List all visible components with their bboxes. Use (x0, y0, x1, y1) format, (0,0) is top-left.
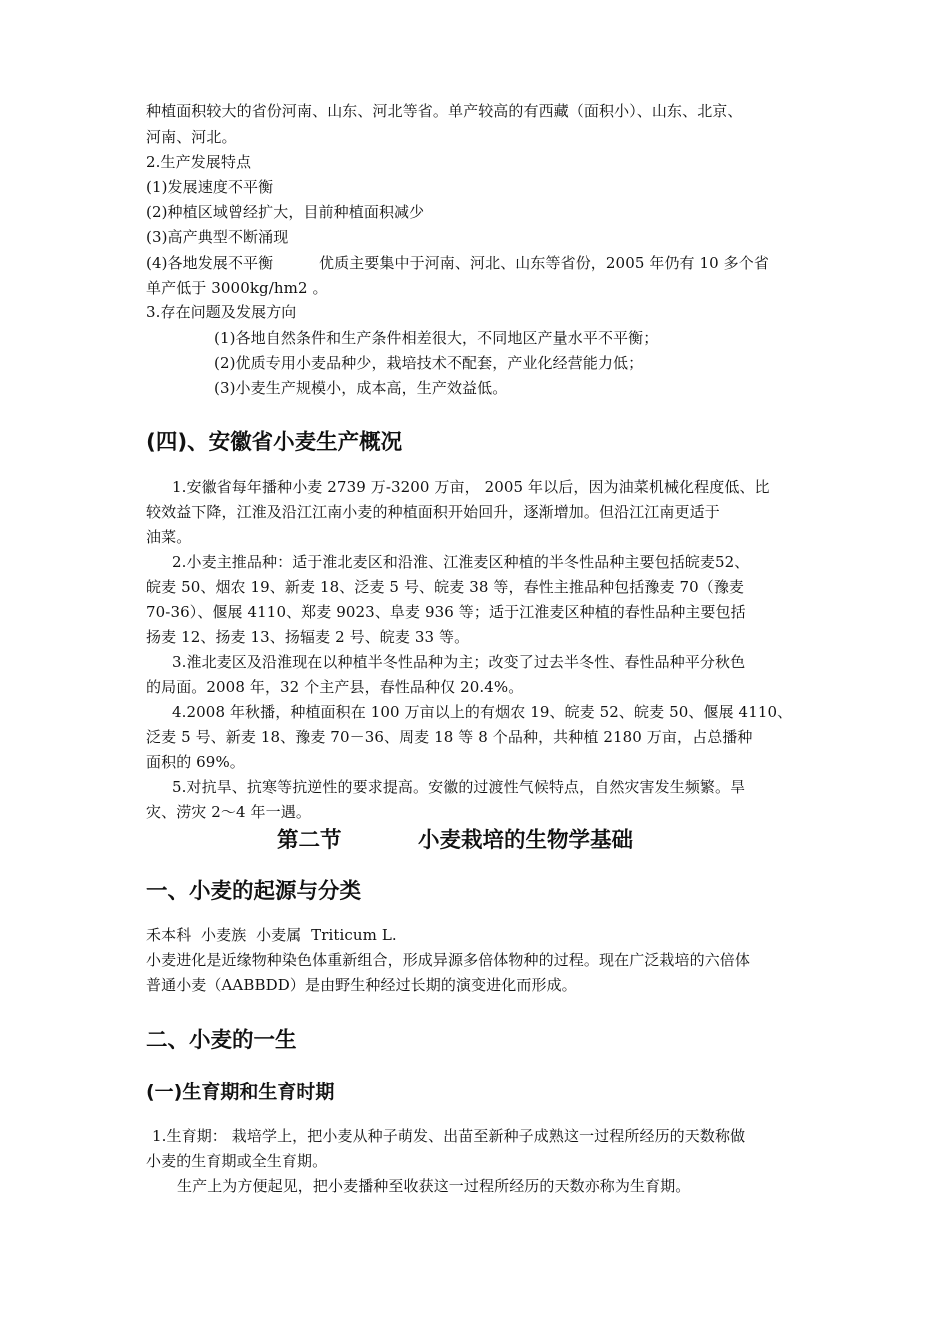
intro-paragraph-cont (0, 125, 950, 149)
section-label: 第二节 (277, 828, 342, 853)
anhui-line: 灾、涝灾 2～4 年一遇。 (146, 803, 311, 821)
intro-line: 种植面积较大的省份河南、山东、河北等省。单产较高的有西藏（面积小）、山东、北京、 (146, 102, 743, 120)
life-definition: 1.生育期： 栽培学上，把小麦从种子萌发、出苗至新种子成熟这一过程所经历的天数称做 (152, 1127, 746, 1145)
intro-paragraph (0, 99, 950, 123)
features-item: (4)各地发展不平衡 优质主要集中于河南、河北、山东等省份，2005 年仍有 10 多个省 (146, 254, 769, 272)
anhui-line: 5.对抗旱、抗寒等抗逆性的要求提高。安徽的过渡性气候特点，自然灾害发生频繁。旱 (172, 778, 746, 796)
life-subheading: (一)生育期和生育时期 (146, 1081, 335, 1103)
problems-title: 3.存在问题及发展方向 (146, 303, 297, 321)
anhui-line: 4.2008 年秋播，种植面积在 100 万亩以上的有烟农 19、皖麦 52、皖麦 50、偃展 4110、 (172, 703, 793, 721)
origin-heading: 一、小麦的起源与分类 (146, 879, 362, 904)
intro-line: 河南、河北。 (146, 128, 237, 146)
anhui-line: 70-36）、偃展 4110、郑麦 9023、阜麦 936 等；适于江淮麦区种植的春性品种主要包括 (146, 603, 746, 621)
origin-taxonomy: 禾本科 小麦族 小麦属 Triticum L. (146, 926, 397, 944)
anhui-line: 皖麦 50、烟农 19、新麦 18、泛麦 5 号、皖麦 38 等，春性主推品种包括豫麦 70（豫麦 (146, 578, 745, 596)
anhui-line: 泛麦 5 号、新麦 18、豫麦 70－36、周麦 18 等 8 个品种，共种植 2180 万亩，占总播种 (146, 728, 753, 746)
anhui-line: 1.安徽省每年播种小麦 2739 万-3200 万亩， 2005 年以后，因为油菜机械化程度低、比 (172, 478, 770, 496)
origin-line: 普通小麦（AABBDD）是由野生种经过长期的演变进化而形成。 (146, 976, 577, 994)
features-item: (2)种植区域曾经扩大，目前种植面积减少 (146, 203, 425, 221)
life-heading: 二、小麦的一生 (146, 1028, 297, 1053)
anhui-line: 的局面。2008 年，32 个主产县，春性品种仅 20.4%。 (146, 678, 524, 696)
anhui-line: 油菜。 (146, 528, 192, 546)
features-title: 2.生产发展特点 (146, 153, 252, 171)
life-definition-cont: 小麦的生育期或全生育期。 (146, 1152, 328, 1170)
problems-item: (1)各地自然条件和生产条件相差很大，不同地区产量水平不平衡； (214, 329, 659, 347)
features-item: (1)发展速度不平衡 (146, 178, 274, 196)
anhui-line: 较效益下降，江淮及沿江江南小麦的种植面积开始回升，逐渐增加。但沿江江南更适于 (146, 503, 720, 521)
problems-item: (3)小麦生产规模小，成本高，生产效益低。 (214, 379, 508, 397)
problems-item: (2)优质专用小麦品种少，栽培技术不配套，产业化经营能力低； (214, 354, 644, 372)
anhui-line: 扬麦 12、扬麦 13、扬辐麦 2 号、皖麦 33 等。 (146, 628, 470, 646)
anhui-line: 2.小麦主推品种：适于淮北麦区和沿淮、江淮麦区种植的半冬性品种主要包括皖麦52、 (172, 553, 750, 571)
origin-line: 小麦进化是近缘物种染色体重新组合，形成异源多倍体物种的过程。现在广泛栽培的六倍体 (146, 951, 751, 969)
anhui-line: 面积的 69%。 (146, 753, 245, 771)
section-title: 小麦栽培的生物学基础 (418, 828, 634, 853)
anhui-heading: (四)、安徽省小麦生产概况 (146, 430, 403, 455)
features-item-cont: 单产低于 3000kg/hm2 。 (146, 279, 328, 297)
life-definition-cont: 生产上为方便起见，把小麦播种至收获这一过程所经历的天数亦称为生育期。 (177, 1177, 691, 1195)
features-item: (3)高产典型不断涌现 (146, 228, 289, 246)
anhui-line: 3.淮北麦区及沿淮现在以种植半冬性品种为主；改变了过去半冬性、春性品种平分秋色 (172, 653, 746, 671)
